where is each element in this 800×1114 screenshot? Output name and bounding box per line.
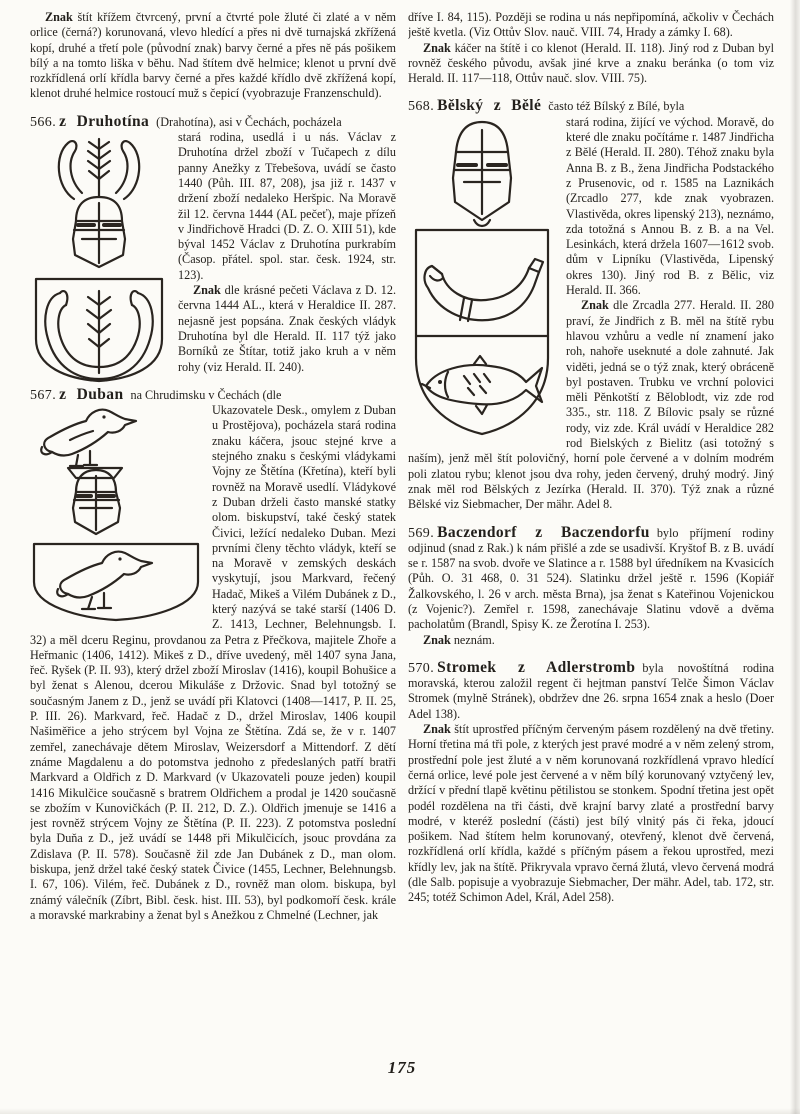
- entry-570-heading: [408, 660, 774, 722]
- entry-number: 566.: [30, 114, 57, 130]
- entry-number: 569.: [408, 525, 435, 541]
- entry-569-znak-paragraph: [408, 633, 774, 648]
- entry-intro-text: byla novoštítná rodina moravská, kterou založil regent či hejtman panství Telče Šimon Václav Stromek (mylně Stránek), obdržev dne 26. srpna 1654 znak a heslo (Doer Adel 138).: [408, 660, 774, 721]
- entry-568-heading: [408, 98, 774, 114]
- paragraph-text: štít křížem čtvrcený, první a čtvrté pole žluté či zlaté a v něm orlice (černá?) korunovaná, vlevo hledící a přes ni dvě turnajská zkřížená kopí, druhé a třetí pole (původní znak) barvy černé a přes ně pás pošikem bílý a na tomto liška v běhu. Nad štítem dvě helmice; klenot u první dvě rozkřídlená orlí křídla barvy černé a přes každé křídlo dvě zkřížená kopí, klenot druhé helmice rostoucí muž s čepicí (vyobrazuje Franzenschuld).: [30, 10, 396, 101]
- znak-lead-word: Znak: [581, 298, 609, 313]
- horns-plant-crest-icon: [59, 139, 139, 199]
- great-helm-icon: [453, 122, 511, 226]
- entry-intro-text: bylo příjmení rodiny odjinud (snad z Rak.) k nám přišlé a zde se usadivší. Kryštof B. z B. uvádí se r. 1587 na svob. dvoře ve Slatince a r. 1588 byl úředníkem na Kvasicích (Půh. O. 31 468, 0. 31 524). Slatinku držel ještě r. 1596 (Kopiář Žalkovského, l. 26 v arch. města Brna), jsa ženat s Kateřinou Vojenickou (z Vojenic?). Zemřel r. 1598, zanechávaje Slatinu vdově a dvěma pacholatům (Brandl, Spisy K. ze Žerotína I. 253).: [408, 525, 774, 632]
- page-number: 175: [387, 1058, 417, 1077]
- znak-lead-word: Znak: [45, 10, 73, 24]
- znak-lead-word: Znak: [423, 722, 451, 737]
- paragraph-text: dle krásné pečeti Václava z D. 12. června 1444 AL., která v Heraldice II. 287. nejasně jest popsána. Znak českých vládyk Druhotína byl dle Herald. II. 117 týž jako Borníků ze Štítar, totiž jako kruh a v něm rohy (viz Herald. II. 240).: [178, 283, 396, 374]
- belsky-coat-of-arms-illustration: [408, 118, 556, 440]
- scan-edge-artifact: [790, 0, 800, 1114]
- shield-drake-icon: [34, 544, 198, 620]
- druhotina-coat-of-arms-illustration: [30, 133, 168, 383]
- duban-znak-paragraph: [408, 41, 774, 87]
- entry-intro-text: stará rodina, žijící ve východ. Moravě, do které dle znaku počítáme r. 1487 Jindřicha z Bělé (Herald. II. 280). Téhož znaku byla Anna B. z B., žena Jindřicha Podstackého z Prusenovic, od r. 1585 na Laznikách (Zrcadlo 277, kde znak vyobrazen. Vlastivěda, okres lipenský 213), neznámo, zda totožná s Annou B. z B. a na Vel. Lesinkách, která držela 1607—1612 svob. dům v Lipníku (Vlastivěda, Lipenský okres 130). Jiný rod B. z Bělic, viz Herald. II. 366.: [566, 114, 774, 298]
- entry-intro-start: často též Bílský z Bílé, byla: [548, 99, 685, 114]
- znak-lead-word: Znak: [193, 283, 221, 298]
- entry-name: z Duban: [59, 385, 124, 403]
- entry-567-heading: [30, 387, 396, 403]
- znak-lead-word: Znak: [423, 632, 451, 647]
- entry-name: z Druhotína: [59, 112, 150, 130]
- entry-570-znak-paragraph: [408, 722, 774, 906]
- entry-name: Stromek z Adlerstromb: [437, 658, 636, 676]
- great-helm-icon: [73, 470, 120, 534]
- paragraph-text: neznám.: [450, 632, 495, 647]
- left-column: [30, 10, 396, 1052]
- drake-crest-icon: [41, 410, 136, 478]
- duban-coat-of-arms-illustration: [30, 406, 202, 628]
- entry-number: 570.: [408, 660, 435, 676]
- entry-name: Bělský z Bělé: [437, 97, 542, 115]
- znak-lead-word: Znak: [423, 40, 451, 55]
- entry-567-body: [30, 403, 396, 923]
- duban-continuation-paragraph: [408, 10, 774, 41]
- entry-intro-start: na Chrudimsku v Čechách (dle: [130, 387, 282, 402]
- entry-intro-text: stará rodina, usedlá i u nás. Václav z Druhotína držel zboží v Tučapech z dílu panny Anežky z Třebešova, uvádí se často 1440 (Půh. III. 87, 208), jsa již r. 1437 v držení zboží nedaleko Heršpic. Na Moravě žil 12. června 1444 (AL pečeť), maje přízeň v Jindřichově Hradci (D. Z. O. XIII 51), kde býval 1452 Václav z Druhotína purkrabím (Časop. přátel. spol. star. česk. 1924, str. 123).: [178, 130, 396, 282]
- entry-568-body: [408, 115, 774, 299]
- entry-566-heading: [30, 114, 396, 130]
- paragraph-text: káčer na štítě i co klenot (Herald. II. 118). Jiný rod z Duban byl rovněž českého původu, avšak jiné krve a znaku beránka (o tom viz Herald. II. 117—118, Ottův nauč. slov. VIII. 75).: [408, 40, 774, 86]
- shield-ring-plant-icon: [36, 279, 162, 381]
- entry-number: 568.: [408, 99, 435, 115]
- paragraph-text: štít uprostřed příčným červeným pásem rozdělený na dvě třetiny. Horní třetina má tři pole, z kterých jest pravé modré a v něm zelený strom, prostřední pole jest žluté a v něm korunovaná rozkřídlená vpravo hledící černá orlice, levé pole jest červené a v něm bílý korunovaný vztyčený lev, držící v přední tlapě květinu pětilistou se stonkem. Spodní třetina jest opět podél rozdělena na tři části, dvě krajní barvy zlaté a prostřední barvy modré, v kteréž poslední (části) jest bílý vlnitý pás či řeka, jdoucí pošikem. Nad štítem helm korunovaný, otevřený, klenot dvě červená, rozkřídlená orlí křídla, každé s příčným pásem a řekou uprostřed, mezi křídly lev, jak na štítě. Přikryvala vpravo černá žlutá, vlevo červená modrá (dle Salb. popisuje a vyobrazuje Siebmacher, Der mähr. Adel, tab. 172, str. 245; totéž Schimon Adel, Král, Adel 258).: [408, 722, 774, 905]
- entry-number: 567.: [30, 387, 57, 403]
- paragraph-text: dle Zrcadla 277. Herald. II. 280 praví, že Jindřich z B. měl na štítě rybu hlavou vzhůru a vedle ní znamení jako roh, nahoře useknuté a dole zahnuté. Jak viděti, jedná se o týž znak, který obráceně byl postaven. Trubku ve vrchní polovici měli Pěnkotští z Běloblodt, viz zde rod 335., str. 118. Z Bílovic psaly se různé rody, viz zde. Král uvádí v Heraldice 282 rod Bielských z Bielitz (asi totožný s naším), jenž měl štít polovičný, horní pole červené a v dolním modrém poli zlatou rybu; klenot jsou dva rohy, jeden červený, druhý modrý. Jiný znak měl rod Bělských z Jezírka (Herald. II. 370). Týž znak a různé Bělské viz Siebmacher, Der mähr. Adel 8.: [408, 298, 774, 512]
- entry-intro-text: Ukazovatele Desk., omylem z Duban u Prostějova), pocházela stará rodina znaku káčera, jsouc stejné krve a stejného znaku s českými vládykami Vojny ze Štětína (Křetína), kteří byli rovněž na Moravě usedlí. Vládykové z Duban drželi často manské statky olom. biskupství, také český statek Čivici, ležící nedaleko Duban. Mezi prvními členy těchto vládyk, kteří se na Moravě v zemských deskách vyskytují, jsou Markvard, řečený Hadač, Mikeš a Vilém Dubánek z D., který nazývá se také starší (1406 D. Z. 1413, Lechner, Belehnungsb. I. 32) a měl dceru Reginu, provdanou za Petra z Přečkova, majitele Zhoře a Heřmanic (1406, 1412). Mikeš z D., dříve uvedený, měl 1407 syna Jana, řeč. Ryšek (P. II. 93), který držel zboží Miroslav (1416), koupil Bohušice a byl ženat s Alenou, dcerou Mikuláše z Držovic. Snad byl totožný se současným Janem z D., jenž se uvádí při Klatovci (1408—1417, P. II. 25, P. III. 26). Markvard, řeč. Hadač z D., držel Miroslav, 1406 koupil Našiměřice a jeho strýcem byl Vojna ze Štětína. Zdá se, že v r. 1407 zemřel, zanechávaje dětem Miroslav, Weizersdorf a Mittendorf. Z dětí známe Magdalenu a do potomstva jednoho z předeslaných patří bratři Markvard a Oldřich z D. Markvard (v Ukazovateli pouze jeden) koupil 1416 Mikulčice současně s bratrem Oldřichem a prodal je 1420 současně se zbožím v Kunovičkách (P. II. 212, D. Z.). Oldřich jmenuje se 1416 a jest rovněž strýcem Vojny ze Štětína (P. II. 223). Z potomstva poslední byla Duňa z D., jež uvádí se 1448 při Mikulčicích, jsouc provdána za Zdislava (P. II. 578). Současně žil zde Jan Dubánek z D., man olom. biskupa, jenž držel také český statek Čivice (1455, Lechner, Belehnungsb. I. 67, 106). Vilém, řeč. Dubánek z D., rovněž man olom. biskupa, byl známý válečník (Zíbrt, Bibl. česk. hist. III. 53), byl podkomoří česk. krále a moravské markrabiny a ženat byl s Anežkou z Chmelné (Lechner, jak: [30, 403, 396, 922]
- continuation-paragraph: [30, 10, 396, 102]
- entry-intro-start: (Drahotína), asi v Čechách, pocházela: [156, 114, 342, 129]
- scan-bottom-edge-artifact: [0, 1108, 800, 1114]
- entry-name: Baczendorf z Baczendorfu: [437, 523, 650, 541]
- great-helm-icon: [73, 197, 125, 267]
- entry-569-heading: [408, 525, 774, 633]
- paragraph-text: dříve I. 84, 115). Později se rodina u nás nepřipomíná, ačkoliv v Čechách ještě kvetla. (Viz Ottův Slov. nauč. VIII. 74, Hrady a zámky I. 68).: [408, 10, 774, 40]
- entry-566-body: [30, 130, 396, 283]
- right-column: [408, 10, 774, 1052]
- shield-horn-fish-icon: [416, 230, 548, 434]
